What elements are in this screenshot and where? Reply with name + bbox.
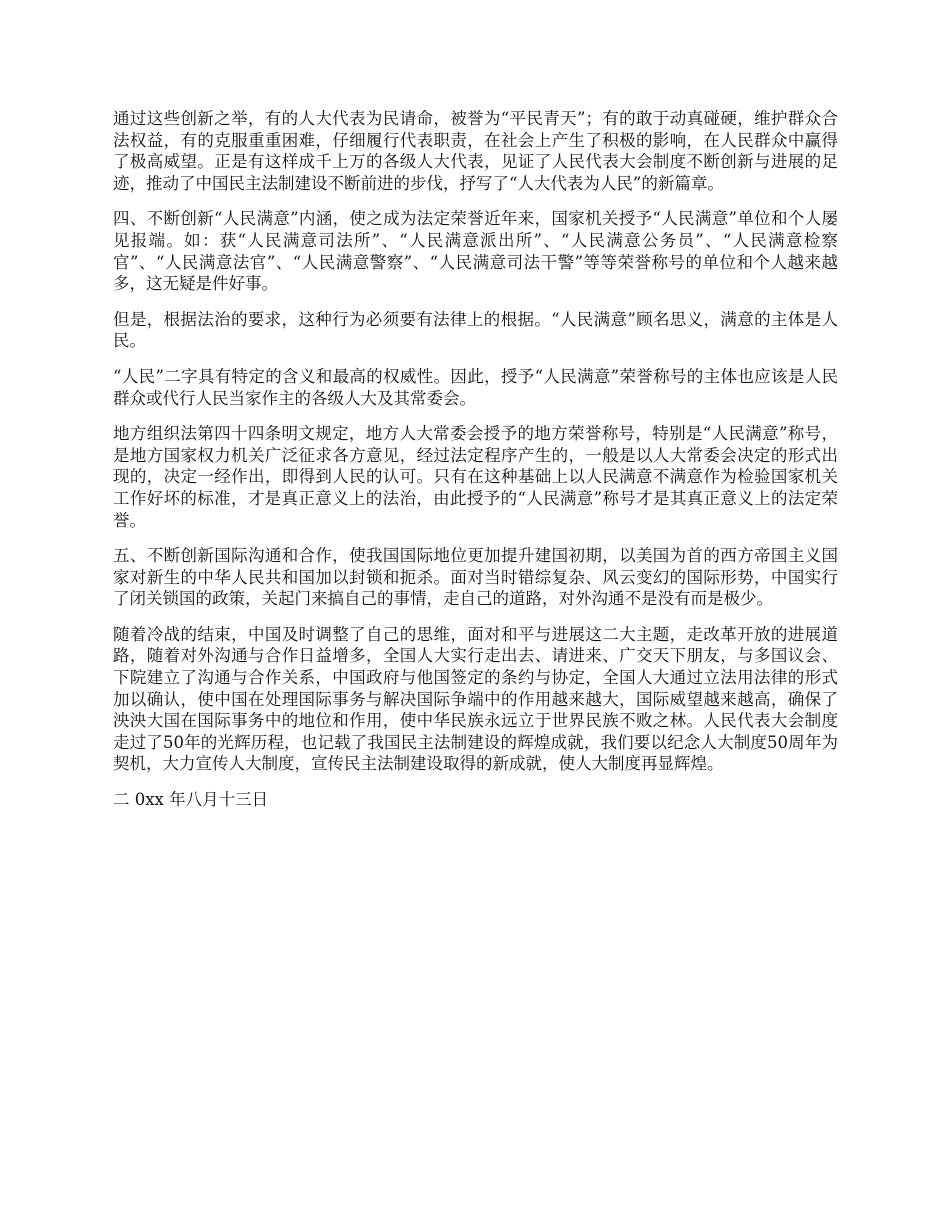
document-date: 二 0xx 年八月十三日 xyxy=(113,790,269,810)
paragraph-2: 四、不断创新“人民满意”内涵，使之成为法定荣誉近年来，国家机关授予“人民满意”单位和个人屡见报端。如：获“人民满意司法所”、“人民满意派出所”、“人民满意公务员”、“人民满意检察官”、“人民满意法官”、“人民满意警察”、“人民满意司法干警”等等荣誉称号的单位和个人越来越多，这无疑是件好事。 xyxy=(113,209,838,294)
paragraph-4: “人民”二字具有特定的含义和最高的权威性。因此，授予“人民满意”荣誉称号的主体也应该是人民群众或代行人民当家作主的各级人大及其常委会。 xyxy=(113,366,838,408)
paragraph-1: 通过这些创新之举，有的人大代表为民请命，被誉为“平民青天”；有的敢于动真碰硬，维护群众合法权益，有的克服重重困难，仔细履行代表职责，在社会上产生了积极的影响，在人民群众中赢得了极高威望。正是有这样成千上万的各级人大代表，见证了人民代表大会制度不断创新与进展的足迹，推动了中国民主法制建设不断前进的步伐，抒写了“人大代表为人民”的新篇章。 xyxy=(113,109,838,193)
document-body xyxy=(113,108,838,825)
paragraph-3: 但是，根据法治的要求，这种行为必须要有法律上的根据。“人民满意”顾名思义，满意的主体是人民。 xyxy=(113,309,838,351)
paragraph-7: 随着冷战的结束，中国及时调整了自己的思维，面对和平与进展这二大主题，走改革开放的进展道路，随着对外沟通与合作日益增多，全国人大实行走出去、请进来、广交天下朋友，与多国议会、下院建立了沟通与合作关系，中国政府与他国签定的条约与协定，全国人大通过立法用法律的形式加以确认，使中国在处理国际事务与解决国际争端中的作用越来越大，国际威望越来越高，确保了泱泱大国在国际事务中的地位和作用，使中华民族永远立于世界民族不败之林。人民代表大会制度走过了50年的光辉历程，也记载了我国民主法制建设的辉煌成就，我们要以纪念人大制度50周年为契机，大力宣传人大制度，宣传民主法制建设取得的新成就，使人大制度再显辉煌。 xyxy=(113,624,838,774)
paragraph-6: 五、不断创新国际沟通和合作，使我国国际地位更加提升建国初期，以美国为首的西方帝国主义国家对新生的中华人民共和国加以封锁和扼杀。面对当时错综复杂、风云变幻的国际形势，中国实行了闭关锁国的政策，关起门来搞自己的事情，走自己的道路，对外沟通不是没有而是极少。 xyxy=(113,546,838,609)
paragraph-5: 地方组织法第四十四条明文规定，地方人大常委会授予的地方荣誉称号，特别是“人民满意”称号，是地方国家权力机关广泛征求各方意见，经过法定程序产生的，一般是以人大常委会决定的形式出现的，决定一经作出，即得到人民的认可。只有在这种基础上以人民满意不满意作为检验国家机关工作好坏的标准，才是真正意义上的法治，由此授予的“人民满意”称号才是其真正意义上的法定荣誉。 xyxy=(113,424,838,530)
